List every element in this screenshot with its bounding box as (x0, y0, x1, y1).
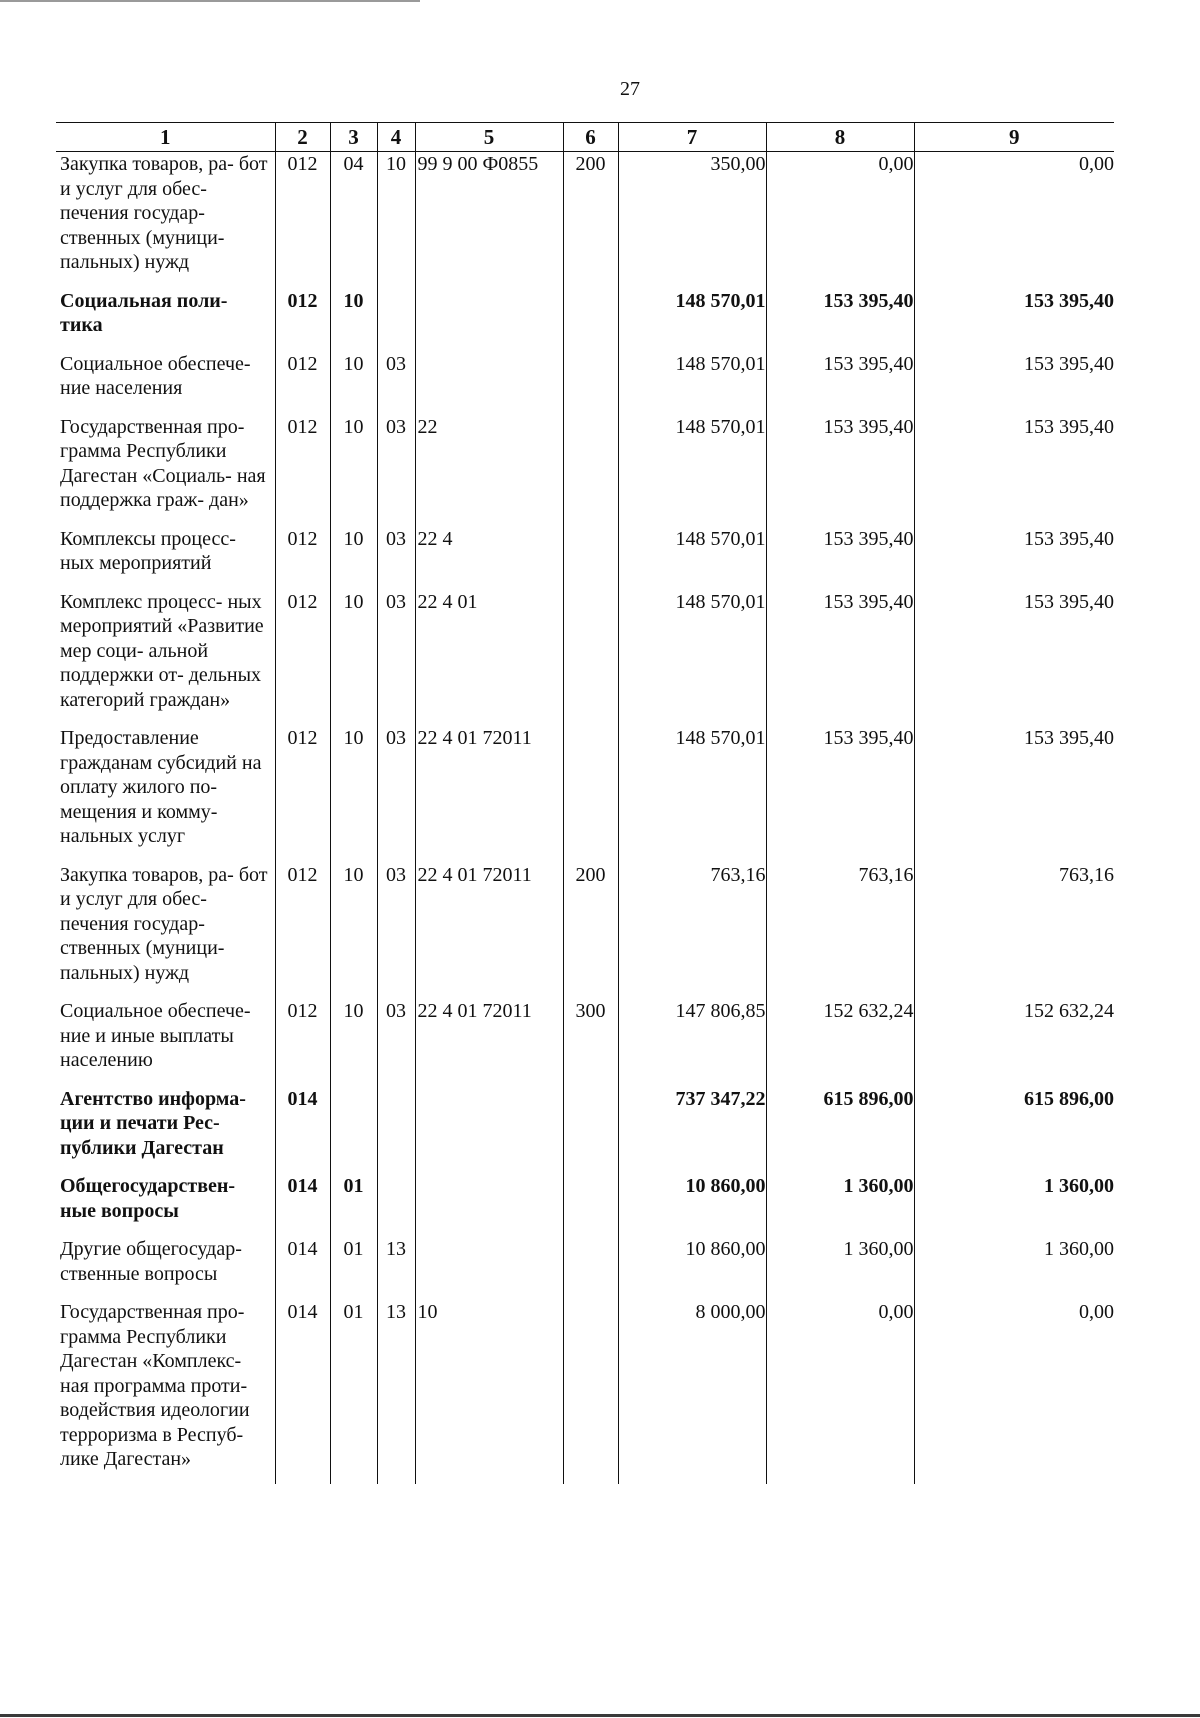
cell-col-2: 014 (275, 1087, 330, 1175)
cell-col-7: 148 570,01 (618, 415, 766, 527)
cell-col-4: 03 (377, 999, 415, 1087)
cell-col-3: 10 (330, 999, 377, 1087)
cell-col-8: 153 395,40 (766, 726, 914, 863)
row-name-cell: Социальное обеспече- ние населения (56, 352, 275, 415)
cell-col-4 (377, 1087, 415, 1175)
cell-col-3: 10 (330, 415, 377, 527)
cell-col-2: 012 (275, 527, 330, 590)
cell-col-9: 1 360,00 (914, 1174, 1114, 1237)
cell-col-5: 22 4 01 72011 (415, 863, 563, 1000)
cell-col-6: 200 (563, 152, 618, 289)
cell-col-5: 22 4 01 (415, 590, 563, 727)
cell-col-7: 763,16 (618, 863, 766, 1000)
cell-col-2: 012 (275, 999, 330, 1087)
cell-col-4: 13 (377, 1237, 415, 1300)
cell-col-9: 0,00 (914, 152, 1114, 289)
cell-col-2: 014 (275, 1237, 330, 1300)
cell-col-5 (415, 1087, 563, 1175)
row-name-cell: Закупка товаров, ра- бот и услуг для обес- печения государ- ственных (муници- пальных) нужд (56, 152, 275, 289)
cell-col-3: 04 (330, 152, 377, 289)
cell-col-2: 014 (275, 1300, 330, 1484)
cell-col-6: 200 (563, 863, 618, 1000)
cell-col-5 (415, 1174, 563, 1237)
cell-col-6 (563, 1300, 618, 1484)
cell-col-9: 615 896,00 (914, 1087, 1114, 1175)
cell-col-6 (563, 726, 618, 863)
cell-col-6 (563, 289, 618, 352)
table-row (56, 999, 1114, 1087)
table-row (56, 1300, 1114, 1484)
cell-col-4: 03 (377, 863, 415, 1000)
table-row (56, 1174, 1114, 1237)
table-row (56, 289, 1114, 352)
row-name-cell: Государственная про- грамма Республики Дагестан «Комплекс- ная программа проти- водействия идеологии терроризма в Респуб- лике Дагестан» (56, 1300, 275, 1484)
cell-col-3: 01 (330, 1174, 377, 1237)
table-header (56, 123, 1114, 152)
row-name-cell: Комплекс процесс- ных мероприятий «Развитие мер соци- альной поддержки от- дельных категорий граждан» (56, 590, 275, 727)
cell-col-9: 153 395,40 (914, 527, 1114, 590)
cell-col-9: 153 395,40 (914, 590, 1114, 727)
cell-col-7: 148 570,01 (618, 527, 766, 590)
cell-col-6 (563, 1087, 618, 1175)
scan-edge-top (0, 0, 420, 2)
cell-col-7: 148 570,01 (618, 726, 766, 863)
cell-col-3: 10 (330, 289, 377, 352)
cell-col-9: 153 395,40 (914, 289, 1114, 352)
cell-col-8: 153 395,40 (766, 289, 914, 352)
cell-col-6 (563, 415, 618, 527)
page-number: 27 (620, 78, 640, 100)
cell-col-8: 763,16 (766, 863, 914, 1000)
cell-col-8: 1 360,00 (766, 1174, 914, 1237)
cell-col-5 (415, 289, 563, 352)
cell-col-9: 1 360,00 (914, 1237, 1114, 1300)
cell-col-2: 012 (275, 289, 330, 352)
cell-col-9: 153 395,40 (914, 415, 1114, 527)
cell-col-3: 10 (330, 863, 377, 1000)
cell-col-4: 03 (377, 726, 415, 863)
cell-col-2: 012 (275, 152, 330, 289)
cell-col-8: 615 896,00 (766, 1087, 914, 1175)
cell-col-4 (377, 1174, 415, 1237)
cell-col-7: 737 347,22 (618, 1087, 766, 1175)
column-header-6: 6 (563, 123, 618, 152)
scan-edge-bottom (0, 1714, 1200, 1717)
cell-col-2: 012 (275, 726, 330, 863)
cell-col-2: 012 (275, 590, 330, 727)
cell-col-6 (563, 1237, 618, 1300)
cell-col-5: 22 4 01 72011 (415, 726, 563, 863)
cell-col-8: 153 395,40 (766, 527, 914, 590)
cell-col-8: 152 632,24 (766, 999, 914, 1087)
table-row (56, 863, 1114, 1000)
cell-col-9: 0,00 (914, 1300, 1114, 1484)
cell-col-6 (563, 527, 618, 590)
row-name-cell: Агентство информа- ции и печати Рес- публики Дагестан (56, 1087, 275, 1175)
cell-col-8: 1 360,00 (766, 1237, 914, 1300)
row-name-cell: Социальное обеспече- ние и иные выплаты населению (56, 999, 275, 1087)
table-row (56, 590, 1114, 727)
cell-col-3: 10 (330, 527, 377, 590)
cell-col-9: 763,16 (914, 863, 1114, 1000)
cell-col-7: 10 860,00 (618, 1174, 766, 1237)
cell-col-7: 8 000,00 (618, 1300, 766, 1484)
row-name-cell: Закупка товаров, ра- бот и услуг для обес- печения государ- ственных (муници- пальных) нужд (56, 863, 275, 1000)
column-header-9: 9 (914, 123, 1114, 152)
cell-col-6 (563, 1174, 618, 1237)
table-row (56, 1087, 1114, 1175)
cell-col-3: 10 (330, 590, 377, 727)
cell-col-4: 10 (377, 152, 415, 289)
column-header-1: 1 (56, 123, 275, 152)
cell-col-3: 01 (330, 1300, 377, 1484)
cell-col-5 (415, 1237, 563, 1300)
cell-col-3 (330, 1087, 377, 1175)
cell-col-8: 0,00 (766, 1300, 914, 1484)
table-row (56, 726, 1114, 863)
cell-col-2: 012 (275, 415, 330, 527)
cell-col-5: 99 9 00 Ф0855 (415, 152, 563, 289)
cell-col-5: 22 4 01 72011 (415, 999, 563, 1087)
cell-col-6 (563, 590, 618, 727)
row-name-cell: Социальная поли- тика (56, 289, 275, 352)
table-row (56, 152, 1114, 289)
cell-col-5: 10 (415, 1300, 563, 1484)
cell-col-3: 10 (330, 352, 377, 415)
cell-col-9: 153 395,40 (914, 352, 1114, 415)
cell-col-7: 148 570,01 (618, 352, 766, 415)
cell-col-4: 03 (377, 590, 415, 727)
cell-col-5 (415, 352, 563, 415)
cell-col-6: 300 (563, 999, 618, 1087)
cell-col-5: 22 4 (415, 527, 563, 590)
cell-col-4 (377, 289, 415, 352)
cell-col-8: 0,00 (766, 152, 914, 289)
cell-col-8: 153 395,40 (766, 590, 914, 727)
row-name-cell: Предоставление гражданам субсидий на оплату жилого по- мещения и комму- нальных услуг (56, 726, 275, 863)
table-row (56, 1237, 1114, 1300)
cell-col-3: 10 (330, 726, 377, 863)
column-header-8: 8 (766, 123, 914, 152)
cell-col-4: 03 (377, 352, 415, 415)
column-header-4: 4 (377, 123, 415, 152)
row-name-cell: Комплексы процесс- ных мероприятий (56, 527, 275, 590)
row-name-cell: Государственная про- грамма Республики Дагестан «Социаль- ная поддержка граж- дан» (56, 415, 275, 527)
cell-col-7: 147 806,85 (618, 999, 766, 1087)
cell-col-5: 22 (415, 415, 563, 527)
cell-col-7: 148 570,01 (618, 289, 766, 352)
table-row (56, 527, 1114, 590)
column-header-2: 2 (275, 123, 330, 152)
table-row (56, 352, 1114, 415)
cell-col-6 (563, 352, 618, 415)
cell-col-2: 012 (275, 352, 330, 415)
cell-col-4: 13 (377, 1300, 415, 1484)
column-header-3: 3 (330, 123, 377, 152)
cell-col-7: 350,00 (618, 152, 766, 289)
column-header-5: 5 (415, 123, 563, 152)
cell-col-8: 153 395,40 (766, 415, 914, 527)
row-name-cell: Другие общегосудар- ственные вопросы (56, 1237, 275, 1300)
cell-col-2: 014 (275, 1174, 330, 1237)
cell-col-9: 152 632,24 (914, 999, 1114, 1087)
cell-col-8: 153 395,40 (766, 352, 914, 415)
header-row (56, 123, 1114, 152)
cell-col-2: 012 (275, 863, 330, 1000)
table-body (56, 152, 1114, 1484)
cell-col-7: 10 860,00 (618, 1237, 766, 1300)
cell-col-9: 153 395,40 (914, 726, 1114, 863)
cell-col-3: 01 (330, 1237, 377, 1300)
row-name-cell: Общегосударствен- ные вопросы (56, 1174, 275, 1237)
budget-table (56, 122, 1114, 1484)
column-header-7: 7 (618, 123, 766, 152)
table-row (56, 415, 1114, 527)
cell-col-4: 03 (377, 527, 415, 590)
cell-col-7: 148 570,01 (618, 590, 766, 727)
cell-col-4: 03 (377, 415, 415, 527)
